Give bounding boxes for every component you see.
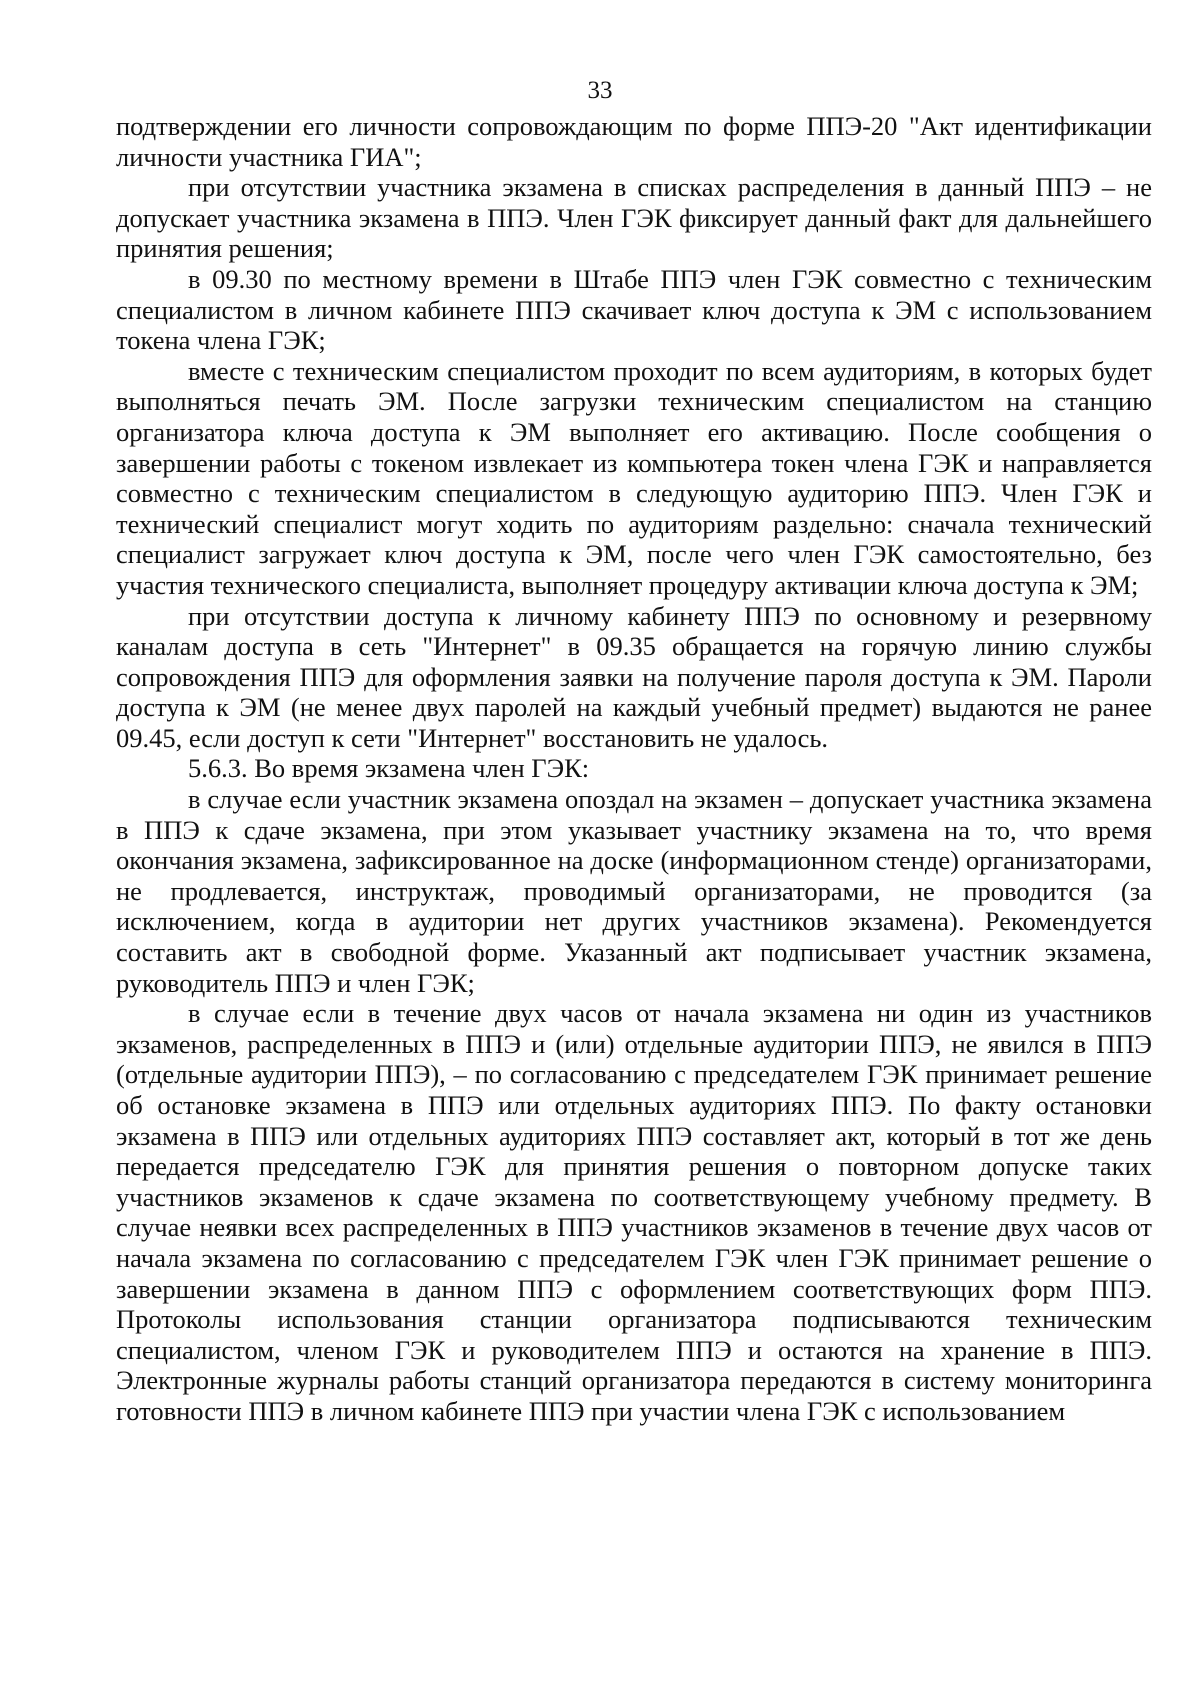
paragraph-key-activation-in-rooms: вместе с техническим специалистом проходит по всем аудиториям, в которых будет выполняться печать ЭМ. После загрузки техническим специалистом на станцию организатора ключа доступа к ЭМ выполняет его активацию. После сообщения о завершении работы с токеном извлекает из компьютера токен члена ГЭК и направляется совместно с техническим специалистом в следующую аудиторию ППЭ. Член ГЭК и технический специалист могут ходить по аудиториям раздельно: сначала технический специалист загружает ключ доступа к ЭМ, после чего член ГЭК самостоятельно, без участия технического специалиста, выполняет процедуру активации ключа доступа к ЭМ;	[116, 355, 1152, 600]
paragraph-no-show-exam-stop: в случае если в течение двух часов от начала экзамена ни один из участников экзаменов, распределенных в ППЭ и (или) отдельные аудитории ППЭ, не явился в ППЭ (отдельные аудитории ППЭ), – по согласованию с председателем ГЭК принимает решение об остановке экзамена в ППЭ или отдельных аудиториях ППЭ. По факту остановки экзамена в ППЭ или отдельных аудиториях ППЭ составляет акт, который в тот же день передается председателю ГЭК для принятия решения о повторном допуске таких участников экзаменов к сдаче экзамена по соответствующему учебному предмету. В случае неявки всех распределенных в ППЭ участников экзаменов в течение двух часов от начала экзамена по согласованию с председателем ГЭК член ГЭК принимает решение о завершении экзамена в данном ППЭ с оформлением соответствующих форм ППЭ. Протоколы использования станции организатора подписываются техническим специалистом, членом ГЭК и руководителем ППЭ и остаются на хранение в ППЭ. Электронные журналы работы станций организатора передаются в систему мониторинга готовности ППЭ в личном кабинете ППЭ при участии члена ГЭК с использованием	[116, 998, 1152, 1426]
page-body	[116, 111, 1152, 1427]
paragraph-continuation-identification: подтверждении его личности сопровождающим по форме ППЭ-20 "Акт идентификации личности участника ГИА";	[116, 111, 1152, 172]
section-heading-5-6-3: 5.6.3. Во время экзамена член ГЭК:	[188, 753, 590, 784]
page-number: 33	[587, 77, 613, 104]
paragraph-absent-from-distribution-list: при отсутствии участника экзамена в списках распределения в данный ППЭ – не допускает участника экзамена в ППЭ. Член ГЭК фиксирует данный факт для дальнейшего принятия решения;	[116, 172, 1152, 264]
paragraph-late-participant: в случае если участник экзамена опоздал на экзамен – допускает участника экзамена в ППЭ к сдаче экзамена, при этом указывает участнику экзамена на то, что время окончания экзамена, зафиксированное на доске (информационном стенде) организаторами, не продлевается, инструктаж, проводимый организаторами, не проводится (за исключением, когда в аудитории нет других участников экзамена). Рекомендуется составить акт в свободной форме. Указанный акт подписывает участник экзамена, руководитель ППЭ и член ГЭК;	[116, 784, 1152, 998]
paragraph-no-internet-access: при отсутствии доступа к личному кабинету ППЭ по основному и резервному каналам доступа в сеть "Интернет" в 09.35 обращается на горячую линию службы сопровождения ППЭ для оформления заявки на получение пароля доступа к ЭМ. Пароли доступа к ЭМ (не менее двух паролей на каждый учебный предмет) выдаются не ранее 09.45, если доступ к сети "Интернет" восстановить не удалось.	[116, 600, 1152, 753]
paragraph-download-access-key: в 09.30 по местному времени в Штабе ППЭ член ГЭК совместно с техническим специалистом в личном кабинете ППЭ скачивает ключ доступа к ЭМ с использованием токена члена ГЭК;	[116, 263, 1152, 356]
